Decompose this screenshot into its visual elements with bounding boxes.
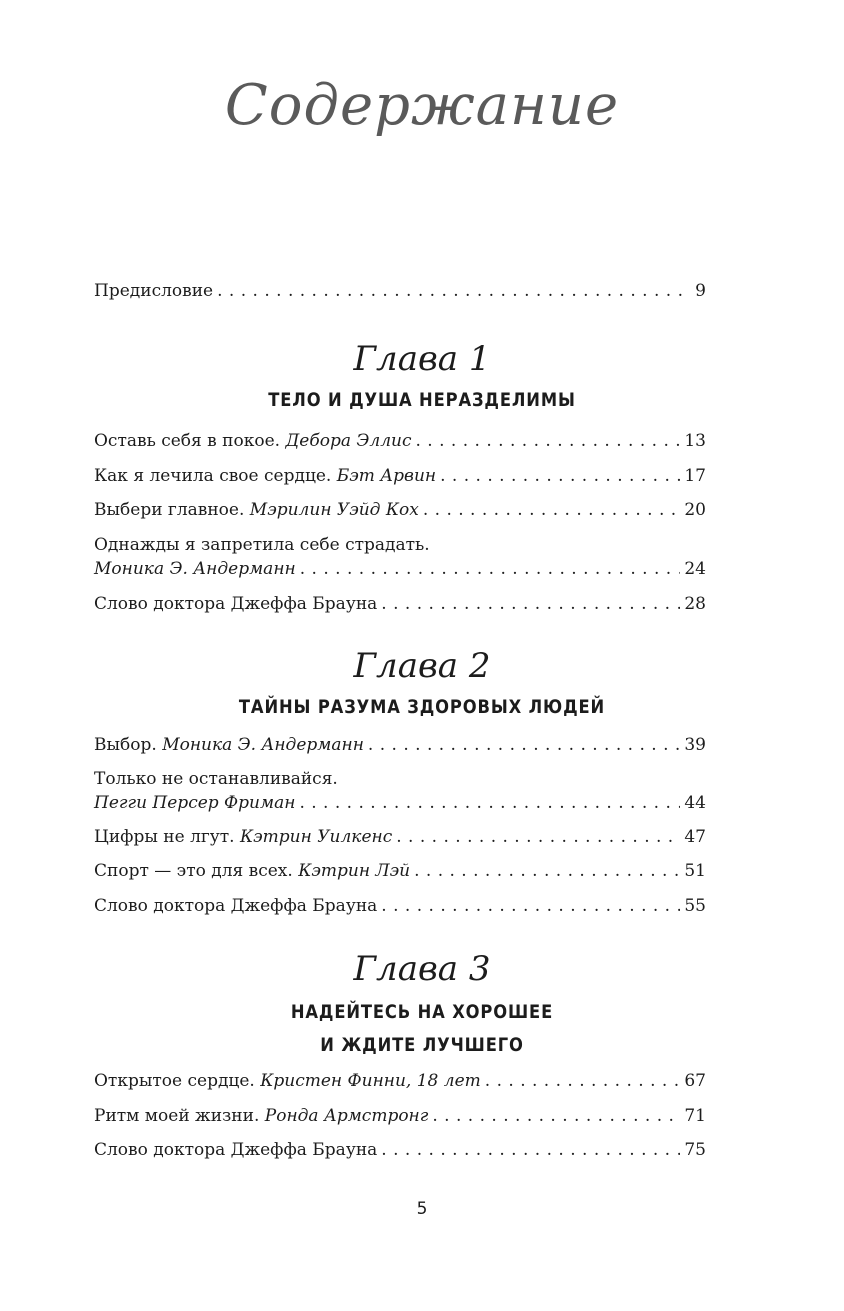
toc-entry[interactable] [94,1069,706,1093]
entry-author: Моника Э. Андерманн [162,735,364,755]
chapter-title: ТАЙНЫ РАЗУМА ЗДОРОВЫХ ЛЮДЕЙ [238,696,606,718]
entry-title [94,791,295,815]
chapter-label: Глава 2 [353,646,491,686]
entry-title: Слово доктора Джеффа Брауна [94,1140,378,1160]
dot-leader [381,894,680,918]
entry-title: Слово доктора Джеффа Брауна [94,896,378,916]
entry-author: Кристен Финни, 18 лет [260,1071,481,1091]
chapter-label: Глава 1 [353,339,491,379]
entry-page: 55 [684,896,706,916]
entry-page: 44 [684,793,706,813]
entry-title [94,557,296,581]
toc-entry[interactable] [94,1138,706,1162]
dot-leader [414,859,680,883]
entry-author: Кэтрин Уилкенс [240,827,393,847]
chapter-title: ТЕЛО И ДУША НЕРАЗДЕЛИМЫ [268,389,576,411]
entry-page: 71 [684,1106,706,1126]
entry-author: Дебора Эллис [285,431,412,451]
entry-page: 47 [684,827,706,847]
entry-page: 13 [684,431,706,451]
entry-page: 75 [684,1140,706,1160]
toc-entry[interactable] [94,592,706,616]
dot-leader [440,464,680,488]
entry-title: Как я лечила свое сердце. Бэт Арвин [94,466,437,486]
dot-leader [381,592,680,616]
toc-entry[interactable] [94,429,706,453]
page-title: Содержание [224,73,620,138]
toc-entry[interactable] [94,498,706,522]
entry-title: Оставь себя в покое. Дебора Эллис [94,431,412,451]
toc-entry[interactable] [94,733,706,757]
dot-leader [381,1138,680,1162]
toc-entry[interactable] [94,533,706,581]
entry-title: Ритм моей жизни. Ронда Армстронг [94,1106,429,1126]
entry-page: 24 [684,559,706,579]
entry-title: Цифры не лгут. Кэтрин Уилкенс [94,827,393,847]
toc-entry[interactable] [94,1104,706,1128]
toc-entry[interactable] [94,825,706,849]
entry-page: 28 [684,594,706,614]
entry-title: Выбери главное. Мэрилин Уэйд Кох [94,500,419,520]
chapter-label: Глава 3 [353,949,491,989]
toc-entry[interactable] [94,859,706,883]
entry-title: Спорт — это для всех. Кэтрин Лэй [94,861,411,881]
entry-author: Ронда Армстронг [264,1106,429,1126]
dot-leader [299,791,680,815]
toc-entry[interactable] [94,894,706,918]
dot-leader [368,733,680,757]
toc-entry[interactable] [94,767,706,815]
entry-page: 17 [684,466,706,486]
entry-title: Слово доктора Джеффа Брауна [94,594,378,614]
entry-page: 67 [684,1071,706,1091]
toc-entry[interactable] [94,464,706,488]
chapter-title: НАДЕЙТЕСЬ НА ХОРОШЕЕ [290,1001,554,1023]
entry-title-line: Однажды я запретила себе страдать. [94,535,430,555]
toc-entry-preface[interactable] [94,279,706,303]
entry-page: 9 [695,281,706,301]
entry-title: Открытое сердце. Кристен Финни, 18 лет [94,1071,481,1091]
entry-title-line: Только не останавливайся. [94,769,338,789]
dot-leader [432,1104,680,1128]
entry-page: 39 [684,735,706,755]
entry-page: 20 [684,500,706,520]
dot-leader [485,1069,681,1093]
entry-title: Предисловие [94,281,214,301]
entry-title: Выбор. Моника Э. Андерманн [94,735,364,755]
entry-author: Пегги Персер Фриман [94,793,296,813]
dot-leader [396,825,680,849]
page-number: 5 [416,1199,428,1219]
dot-leader [416,429,681,453]
entry-author: Бэт Арвин [336,466,437,486]
dot-leader [300,557,681,581]
entry-page: 51 [684,861,706,881]
dot-leader [423,498,681,522]
entry-author: Мэрилин Уэйд Кох [249,500,419,520]
entry-author: Моника Э. Андерманн [94,559,296,579]
entry-author: Кэтрин Лэй [298,861,411,881]
chapter-title: И ЖДИТЕ ЛУЧШЕГО [320,1034,524,1056]
dot-leader [217,279,682,303]
